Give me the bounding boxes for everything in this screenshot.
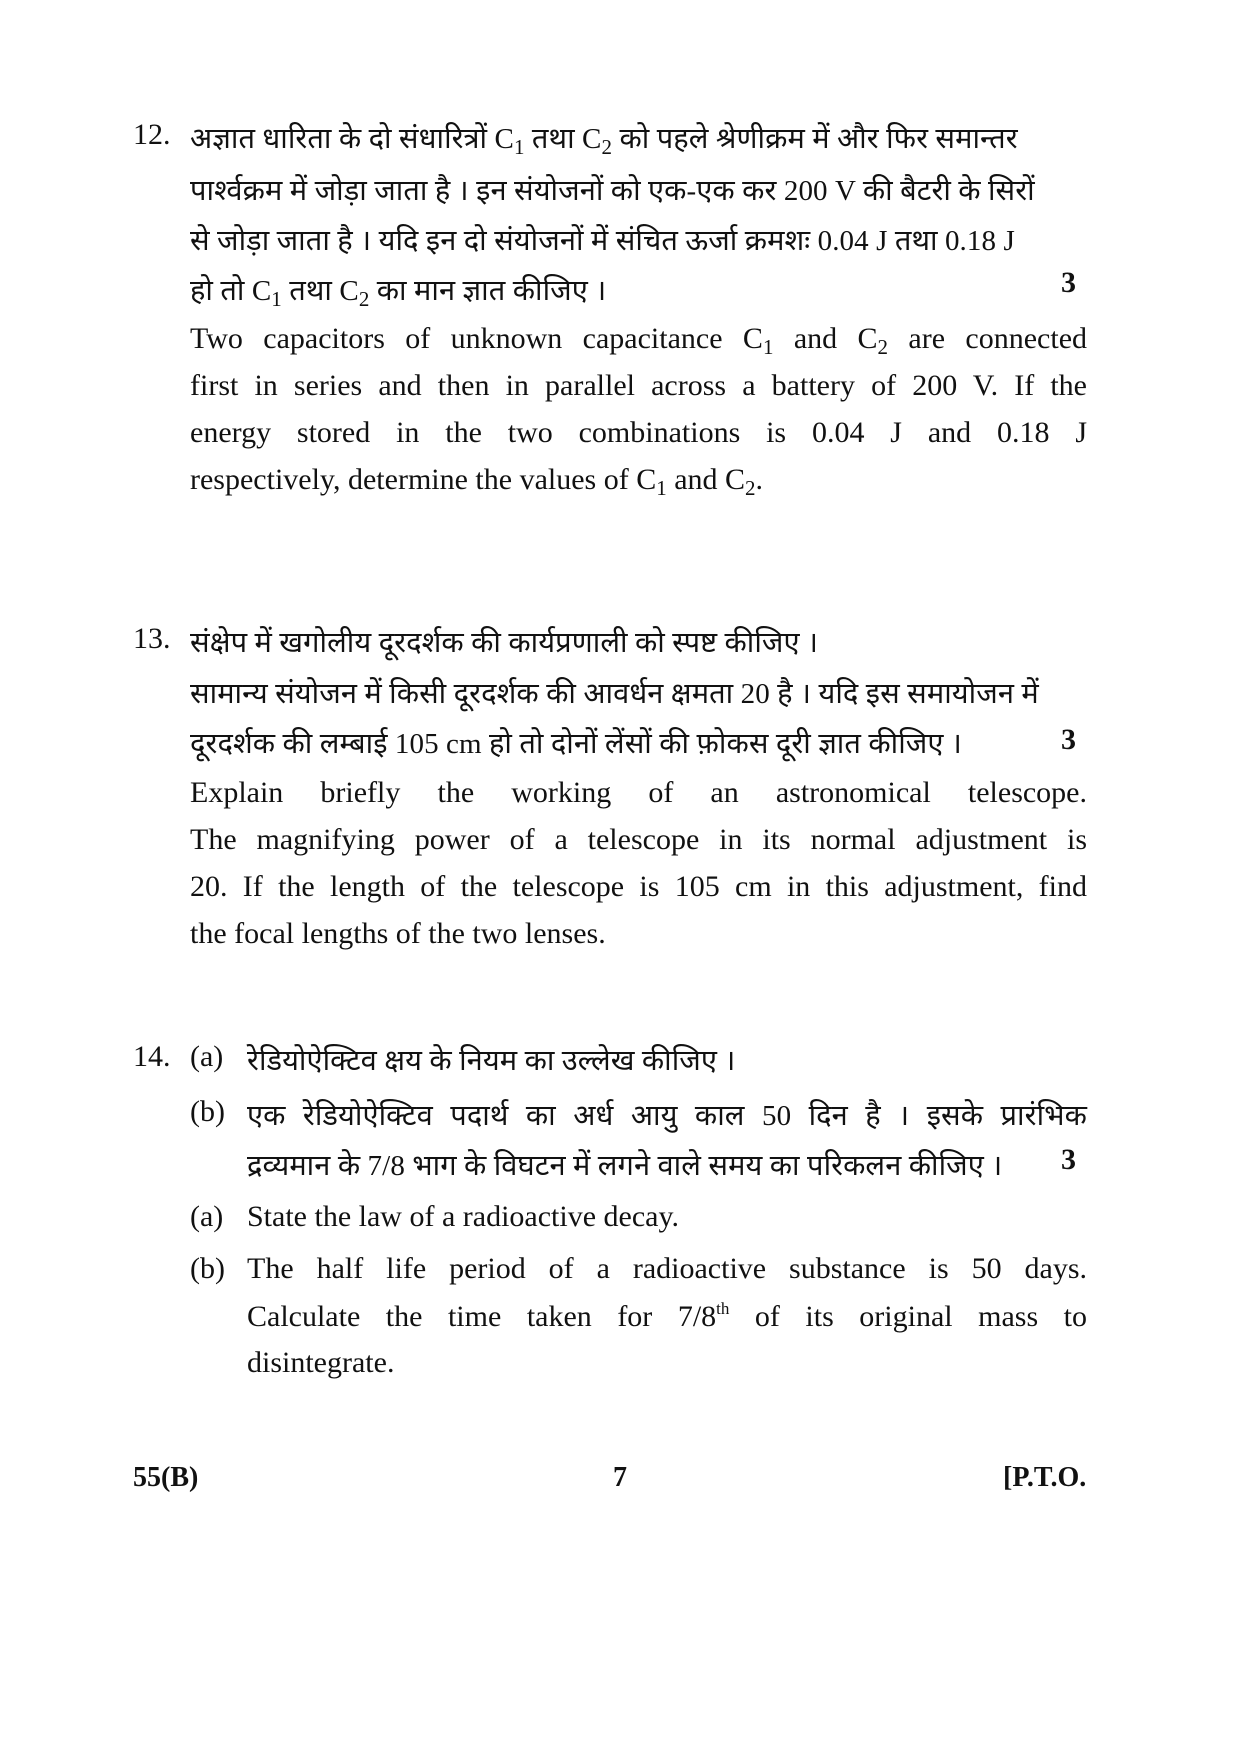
part-label: (b) [190,1095,225,1128]
page-number: 7 [613,1462,627,1493]
english-line: respectively, determine the values of $C_1$ and $C_2$. [190,463,764,500]
marks: 3 [1061,1143,1076,1176]
english-line: the focal lengths of the two lenses. [190,917,606,950]
english-line: The half life period of a radioactive substance is 50 days. [247,1252,1087,1285]
english-line: The magnifying power of a telescope in its normal adjustment is [190,823,1087,856]
english-line: disintegrate. [247,1346,395,1379]
hindi-line: सामान्य संयोजन में किसी दूरदर्शक की आवर्धन क्षमता 20 है । यदि इस समायोजन में [190,678,1039,710]
english-line: energy stored in the two combinations is 0.04 J and 0.18 J [190,416,1087,449]
question-number: 14. [133,1040,171,1073]
english-line: Calculate the time taken for 7/8th of its original mass to [247,1299,1087,1333]
english-line: Two capacitors of unknown capacitance $C_1$ and $C_2$ are connected [190,322,1088,359]
part-label: (b) [190,1252,225,1285]
please-turn-over: [P.T.O. [1003,1462,1087,1493]
marks: 3 [1061,266,1076,299]
hindi-line: हो तो $C_1$ तथा $C_2$ का मान ज्ञात कीजिए । [190,275,607,311]
hindi-line: पार्श्वक्रम में जोड़ा जाता है । इन संयोजनों को एक-एक कर 200 V की बैटरी के सिरों [190,175,1035,207]
english-line: Explain briefly the working of an astronomical telescope. [190,776,1087,809]
question-number: 12. [133,118,171,151]
hindi-line: दूरदर्शक की लम्बाई 105 cm हो तो दोनों लेंसों की फ़ोकस दूरी ज्ञात कीजिए । [190,728,962,760]
hindi-line: संक्षेप में खगोलीय दूरदर्शक की कार्यप्रणाली को स्पष्ट कीजिए । [190,627,819,659]
hindi-line: एक रेडियोऐक्टिव पदार्थ का अर्ध आयु काल 50 दिन है । इसके प्रारंभिक [247,1100,1087,1132]
part-label: (a) [190,1040,224,1073]
english-line: State the law of a radioactive decay. [247,1200,680,1233]
question-number: 13. [133,622,171,655]
marks: 3 [1061,723,1076,756]
hindi-line: रेडियोऐक्टिव क्षय के नियम का उल्लेख कीजिए । [247,1045,736,1077]
english-line: 20. If the length of the telescope is 105 cm in this adjustment, find [190,870,1087,903]
hindi-line: अज्ञात धारिता के दो संधारित्रों $C_1$ तथा $C_2$ को पहले श्रेणीक्रम में और फिर समान्तर [190,123,1018,159]
hindi-line: द्रव्यमान के 7/8 भाग के विघटन में लगने वाले समय का परिकलन कीजिए । [247,1150,1003,1182]
part-label: (a) [190,1200,224,1233]
hindi-line: से जोड़ा जाता है । यदि इन दो संयोजनों में संचित ऊर्जा क्रमशः 0.04 J तथा 0.18 J [190,225,1015,257]
paper-code: 55(B) [133,1462,199,1493]
english-line: first in series and then in parallel across a battery of 200 V. If the [190,369,1087,402]
